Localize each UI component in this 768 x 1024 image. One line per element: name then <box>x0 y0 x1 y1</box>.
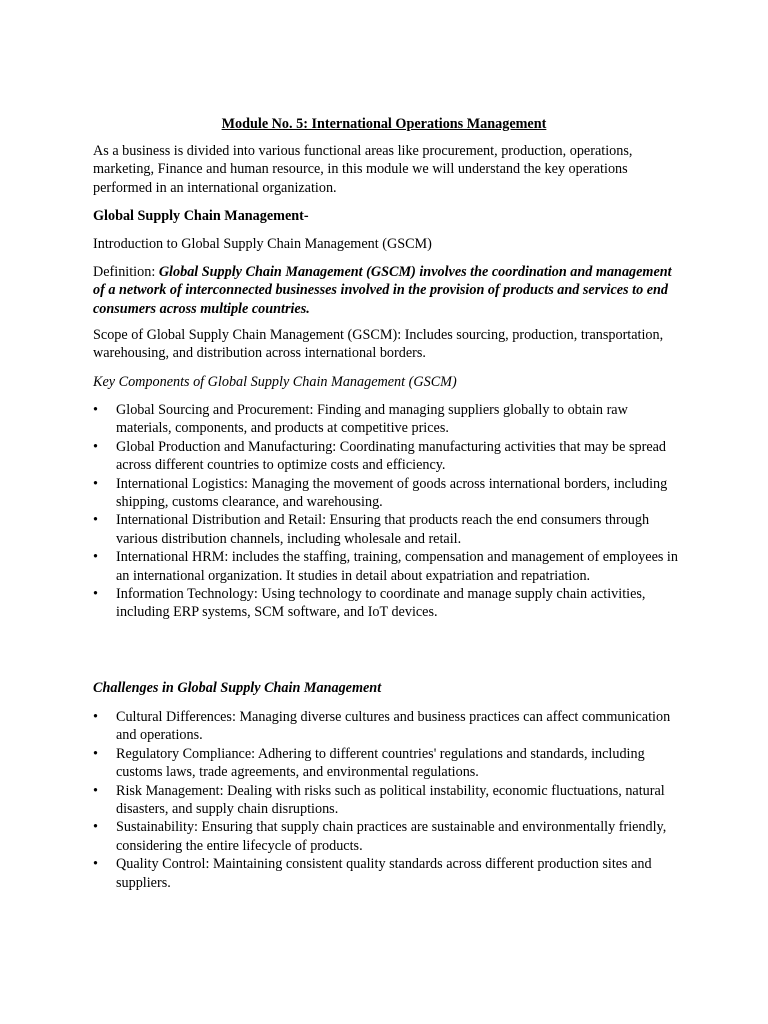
list-item <box>93 585 683 622</box>
bullet-icon: • <box>93 586 98 603</box>
list-item <box>93 745 683 782</box>
gscm-intro-heading: Introduction to Global Supply Chain Management (GSCM) <box>93 236 432 252</box>
list-item <box>93 855 683 892</box>
list-item <box>93 511 683 548</box>
list-item <box>93 818 683 855</box>
bullet-icon: • <box>93 745 98 762</box>
module-title: Module No. 5: International Operations Management <box>221 116 547 132</box>
list-item-text: International HRM: includes the staffing, training, compensation and management of employees in an international organization. It studies in detail about expatriation and repatriation. <box>116 549 678 584</box>
bullet-icon: • <box>93 782 98 799</box>
scope-paragraph: Scope of Global Supply Chain Management (GSCM): Includes sourcing, production, transportation, warehousing, and distribution across international borders. <box>93 327 664 362</box>
definition-paragraph <box>93 263 683 318</box>
list-item <box>93 438 683 475</box>
list-item <box>93 401 683 438</box>
bullet-icon: • <box>93 856 98 873</box>
section-heading: Global Supply Chain Management- <box>93 208 309 224</box>
list-item-text: Information Technology: Using technology to coordinate and manage supply chain activities, including ERP systems, SCM software, and IoT devices. <box>116 586 646 621</box>
list-item <box>93 475 683 512</box>
list-item-text: International Logistics: Managing the movement of goods across international borders, including shipping, customs clearance, and warehousing. <box>116 475 668 511</box>
components-list <box>93 401 683 622</box>
bullet-icon: • <box>93 512 98 529</box>
challenges-heading: Challenges in Global Supply Chain Management <box>93 680 382 696</box>
definition-text: Global Supply Chain Management (GSCM) involves the coordination and management of a network of interconnected businesses involved in the provision of products and services to end consumers across multiple countries. <box>93 264 672 317</box>
bullet-icon: • <box>93 475 98 492</box>
list-item-text: International Distribution and Retail: Ensuring that products reach the end consumers through various distribution channels, including wholesale and retail. <box>116 512 650 547</box>
bullet-icon: • <box>93 549 98 566</box>
bullet-icon: • <box>93 819 98 836</box>
list-item <box>93 782 683 819</box>
bullet-icon: • <box>93 709 98 725</box>
list-item <box>93 708 683 745</box>
definition-label: Definition: <box>93 264 159 280</box>
list-item <box>93 548 683 585</box>
list-item-text: Quality Control: Maintaining consistent quality standards across different production sites and suppliers. <box>116 856 652 891</box>
list-item-text: Regulatory Compliance: Adhering to different countries' regulations and standards, including customs laws, trade agreements, and environmental regulations. <box>116 745 645 781</box>
list-item-text: Global Sourcing and Procurement: Finding and managing suppliers globally to obtain raw materials, components, and products at competitive prices. <box>116 402 628 437</box>
list-item-text: Cultural Differences: Managing diverse cultures and business practices can affect communication and operations. <box>116 709 671 744</box>
bullet-icon: • <box>93 438 98 455</box>
intro-paragraph: As a business is divided into various functional areas like procurement, production, operations, marketing, Finance and human resource, in this module we will understand the key operations performed in an international organization. <box>93 143 633 196</box>
list-item-text: Sustainability: Ensuring that supply chain practices are sustainable and environmentally friendly, considering the entire lifecycle of products. <box>116 819 667 854</box>
challenges-list <box>93 708 683 892</box>
components-heading: Key Components of Global Supply Chain Management (GSCM) <box>93 374 457 390</box>
list-item-text: Global Production and Manufacturing: Coordinating manufacturing activities that may be spread across different countries to optimize costs and efficiency. <box>116 438 667 474</box>
bullet-icon: • <box>93 402 98 418</box>
list-item-text: Risk Management: Dealing with risks such as political instability, economic fluctuations, natural disasters, and supply chain disruptions. <box>116 782 665 818</box>
